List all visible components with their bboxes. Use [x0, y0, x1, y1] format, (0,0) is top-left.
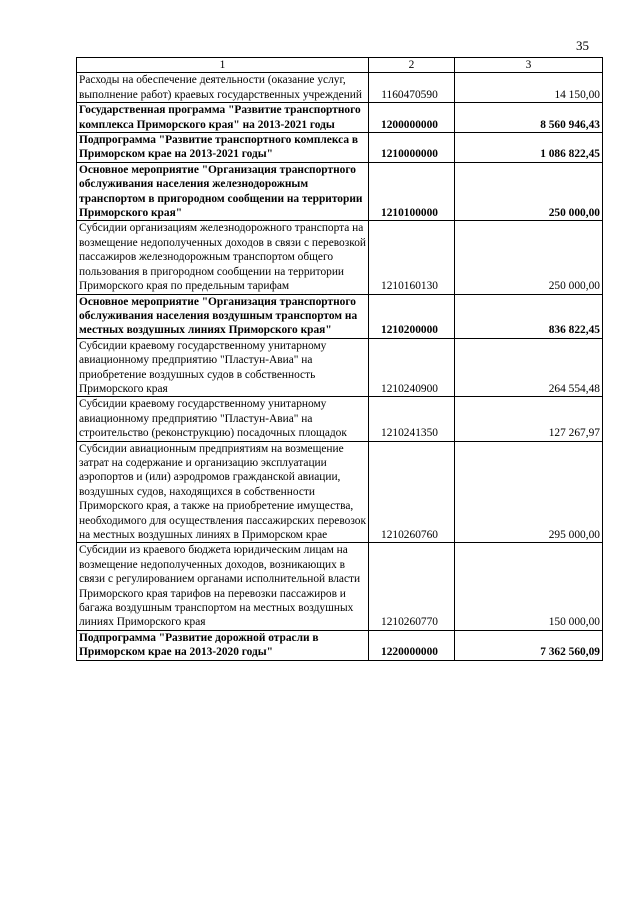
page-number: 35 [576, 38, 589, 53]
table-row [77, 73, 603, 103]
row-amount: 7 362 560,09 [455, 630, 603, 660]
table-row [77, 221, 603, 294]
row-code: 1210100000 [369, 162, 455, 221]
table-row [77, 543, 603, 630]
row-code: 1210240900 [369, 338, 455, 397]
row-amount: 8 560 946,43 [455, 103, 603, 133]
row-name: Субсидии краевому государственному унитарному авиационному предприятию "Пластун-Авиа" на приобретение воздушных судов в собственность Приморского края [77, 338, 369, 397]
table-row [77, 294, 603, 338]
row-code: 1220000000 [369, 630, 455, 660]
row-name: Основное мероприятие "Организация транспортного обслуживания населения воздушным транспортом на местных воздушных линиях Приморского края" [77, 294, 369, 338]
row-code: 1210000000 [369, 133, 455, 163]
table-row [77, 630, 603, 660]
table-row [77, 162, 603, 221]
row-amount: 295 000,00 [455, 441, 603, 543]
row-amount: 1 086 822,45 [455, 133, 603, 163]
row-code: 1160470590 [369, 73, 455, 103]
row-code: 1210200000 [369, 294, 455, 338]
table-header-row [77, 58, 603, 73]
header-col-2: 2 [369, 58, 455, 73]
row-amount: 250 000,00 [455, 221, 603, 294]
row-code: 1210160130 [369, 221, 455, 294]
budget-table [76, 57, 603, 661]
table-row [77, 441, 603, 543]
header-col-1: 1 [77, 58, 369, 73]
row-name: Подпрограмма "Развитие дорожной отрасли в Приморском крае на 2013-2020 годы" [77, 630, 369, 660]
table-row [77, 103, 603, 133]
row-code: 1210260760 [369, 441, 455, 543]
row-name: Расходы на обеспечение деятельности (оказание услуг, выполнение работ) краевых государственных учреждений [77, 73, 369, 103]
row-amount: 264 554,48 [455, 338, 603, 397]
row-amount: 836 822,45 [455, 294, 603, 338]
row-amount: 127 267,97 [455, 397, 603, 441]
row-code: 1200000000 [369, 103, 455, 133]
row-name: Субсидии авиационным предприятиям на возмещение затрат на содержание и организацию эксплуатации аэропортов и (или) аэродромов гражданской авиации, воздушных судов, находящихся в собственности Приморского края, а также на приобретение имущества, необходимого для осуществления пассажирских перевозок на местных воздушных линиях в Приморском крае [77, 441, 369, 543]
row-name: Государственная программа "Развитие транспортного комплекса Приморского края" на 2013-2021 годы [77, 103, 369, 133]
row-name: Субсидии организациям железнодорожного транспорта на возмещение недополученных доходов в связи с перевозкой пассажиров железнодорожным транспортом общего пользования в пригородном сообщении на территории Приморского края по предельным тарифам [77, 221, 369, 294]
row-name: Подпрограмма "Развитие транспортного комплекса в Приморском крае на 2013-2021 годы" [77, 133, 369, 163]
table-row [77, 133, 603, 163]
row-code: 1210260770 [369, 543, 455, 630]
table-body [77, 73, 603, 660]
row-code: 1210241350 [369, 397, 455, 441]
row-name: Субсидии из краевого бюджета юридическим лицам на возмещение недополученных доходов, возникающих в связи с регулированием органами исполнительной власти Приморского края тарифов на перевозки пассажиров и багажа воздушным транспортом на местных воздушных линиях Приморского края [77, 543, 369, 630]
header-col-3: 3 [455, 58, 603, 73]
row-name: Основное мероприятие "Организация транспортного обслуживания населения железнодорожным транспортом в пригородном сообщении на территории Приморского края" [77, 162, 369, 221]
row-amount: 14 150,00 [455, 73, 603, 103]
row-amount: 150 000,00 [455, 543, 603, 630]
table-row [77, 397, 603, 441]
row-name: Субсидии краевому государственному унитарному авиационному предприятию "Пластун-Авиа" на строительство (реконструкцию) посадочных площадок [77, 397, 369, 441]
table-row [77, 338, 603, 397]
row-amount: 250 000,00 [455, 162, 603, 221]
